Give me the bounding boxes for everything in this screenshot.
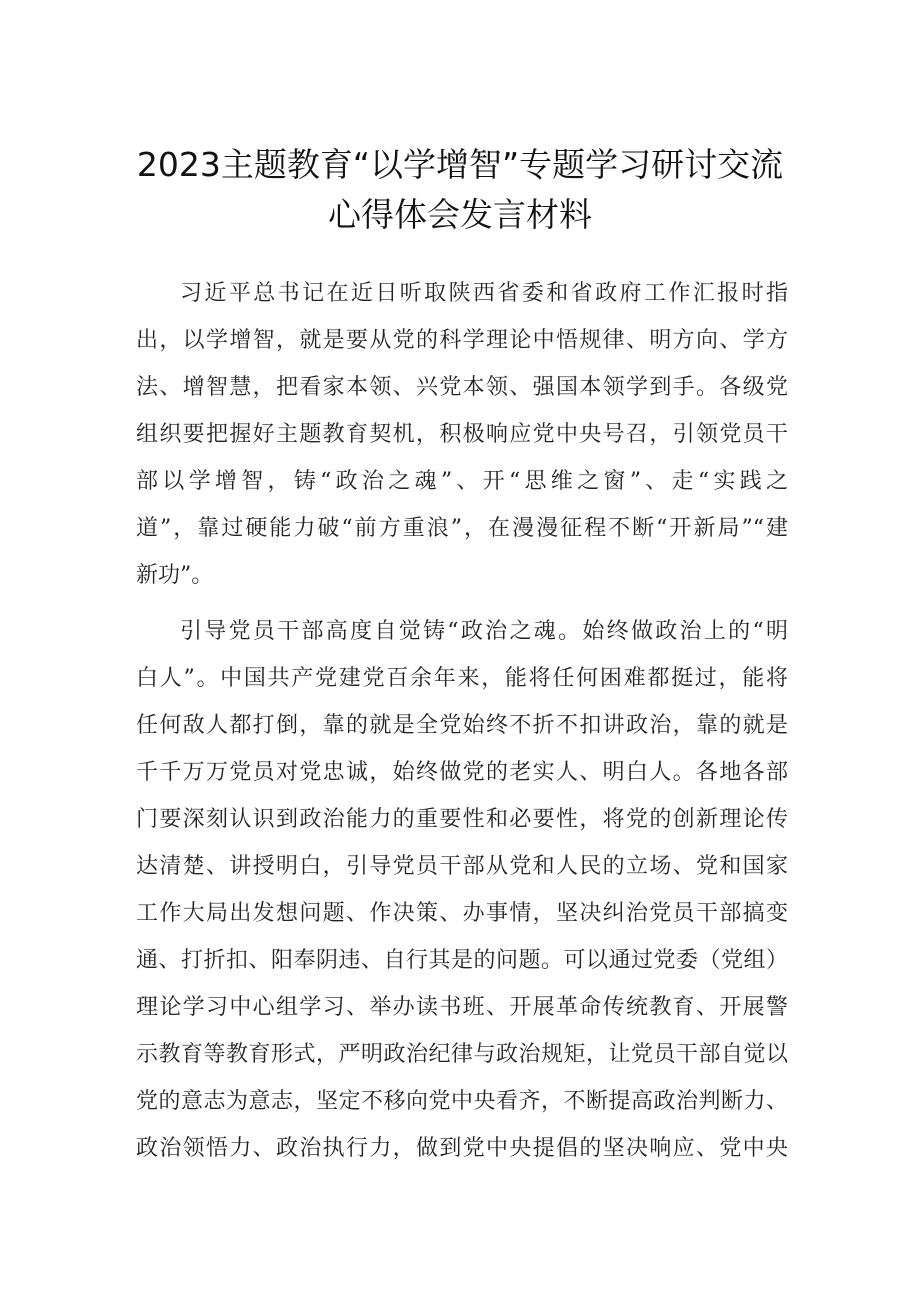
paragraph-line: 通、打折扣、阳奉阴违、自行其是的问题。可以通过党委（党组）: [136, 948, 788, 973]
paragraph-line: 引导党员干部高度自觉铸“政治之魂。始终做政治上的“明: [180, 619, 788, 644]
paragraph-1: [136, 270, 788, 599]
paragraph-2: [136, 608, 788, 1172]
document-title: [100, 140, 820, 240]
paragraph-line: 习近平总书记在近日听取陕西省委和省政府工作汇报时指: [180, 281, 788, 306]
paragraph-line: 道”，靠过硬能力破“前方重浪”，在漫漫征程不断“开新局”“建: [136, 516, 788, 541]
paragraph-line: 达清楚、讲授明白，引导党员干部从党和人民的立场、党和国家: [136, 854, 788, 879]
paragraph-line: 组织要把握好主题教育契机，积极响应党中央号召，引领党员干: [136, 422, 788, 447]
paragraph-line: 法、增智慧，把看家本领、兴党本领、强国本领学到手。各级党: [136, 375, 788, 400]
paragraph-line: 千千万万党员对党忠诚，始终做党的老实人、明白人。各地各部: [136, 760, 788, 785]
paragraph-line: 白人”。中国共产党建党百余年来，能将任何困难都挺过，能将: [136, 666, 788, 691]
paragraph-line: 出，以学增智，就是要从党的科学理论中悟规律、明方向、学方: [136, 328, 788, 353]
paragraph-line: 新功”。: [136, 563, 214, 588]
title-line-1: 2023主题教育“以学增智”专题学习研讨交流: [136, 145, 784, 184]
paragraph-line: 示教育等教育形式，严明政治纪律与政治规矩，让党员干部自觉以: [136, 1042, 788, 1067]
paragraph-line: 政治领悟力、政治执行力，做到党中央提倡的坚决响应、党中央: [136, 1136, 788, 1161]
paragraph-line: 门要深刻认识到政治能力的重要性和必要性，将党的创新理论传: [136, 807, 788, 832]
paragraph-line: 党的意志为意志，坚定不移向党中央看齐，不断提高政治判断力、: [136, 1089, 788, 1114]
paragraph-line: 任何敌人都打倒，靠的就是全党始终不折不扣讲政治，靠的就是: [136, 713, 788, 738]
paragraph-line: 工作大局出发想问题、作决策、办事情，坚决纠治党员干部搞变: [136, 901, 788, 926]
paragraph-line: 理论学习中心组学习、举办读书班、开展革命传统教育、开展警: [136, 995, 788, 1020]
paragraph-line: 部以学增智，铸“政治之魂”、开“思维之窗”、走“实践之: [136, 469, 788, 494]
title-line-2: 心得体会发言材料: [328, 195, 592, 234]
